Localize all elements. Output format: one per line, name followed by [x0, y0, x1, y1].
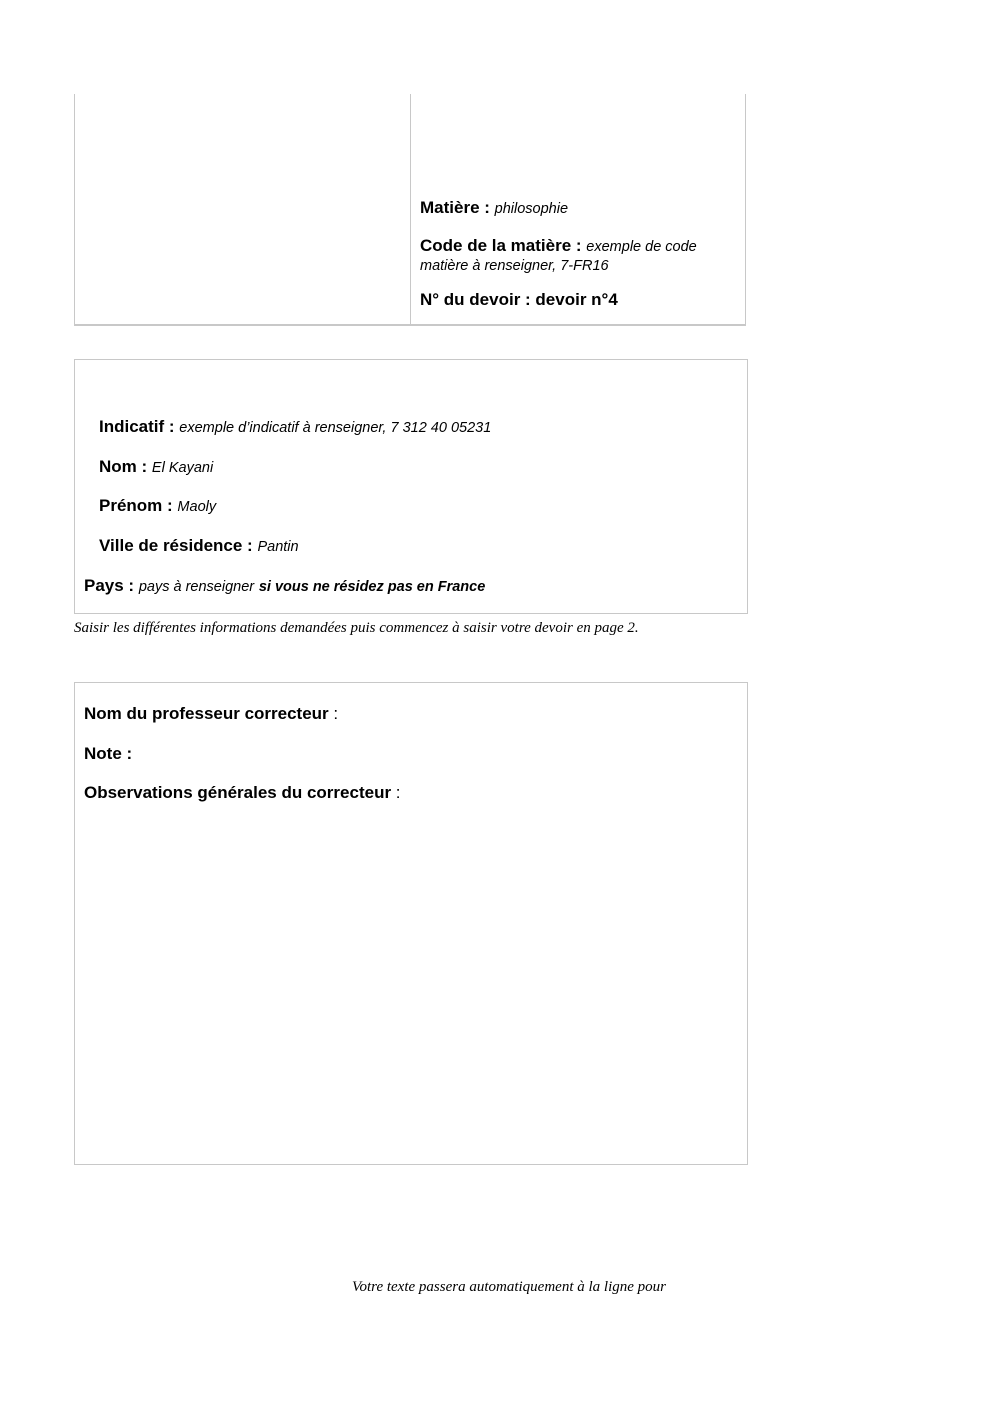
matiere-field [420, 198, 568, 219]
pays-note: si vous ne résidez pas en France [258, 579, 486, 595]
observations-colon: : [391, 783, 401, 802]
code-matiere-value-line1[interactable]: exemple de code [586, 239, 697, 255]
instruction-text: Saisir les différentes informations demandées puis commencez à saisir votre devoir en page 2. [74, 620, 639, 636]
professeur-colon: : [328, 704, 339, 723]
code-matiere-field [420, 236, 740, 257]
ville-field [99, 536, 299, 557]
indicatif-value[interactable]: exemple d’indicatif à renseigner, 7 312 40 05231 [179, 420, 492, 436]
code-matiere-value-line2[interactable]: matière à renseigner, 7-FR16 [420, 258, 609, 274]
indicatif-field [99, 417, 491, 438]
pays-value[interactable]: pays à renseigner [138, 579, 255, 595]
devoir-field [420, 290, 618, 309]
nom-value[interactable]: El Kayani [151, 460, 214, 476]
nom-field [99, 457, 213, 478]
pays-label: Pays : [84, 576, 135, 595]
correcteur-box [74, 682, 748, 1165]
pays-field [84, 576, 485, 597]
prenom-label: Prénom : [99, 496, 173, 515]
prenom-value[interactable]: Maoly [177, 499, 217, 515]
matiere-value[interactable]: philosophie [494, 201, 569, 217]
code-matiere-label: Code de la matière : [420, 236, 582, 255]
professeur-field [84, 704, 338, 723]
ville-label: Ville de résidence : [99, 536, 253, 555]
subject-table-divider [410, 94, 411, 325]
prenom-field [99, 496, 216, 517]
matiere-label: Matière : [420, 198, 490, 217]
devoir-label: N° du devoir : devoir n°4 [420, 290, 618, 309]
code-matiere-continuation [420, 255, 609, 276]
observations-field [84, 783, 401, 802]
footer-text: Votre texte passera automatiquement à la ligne pour [352, 1279, 666, 1295]
indicatif-label: Indicatif : [99, 417, 175, 436]
nom-label: Nom : [99, 457, 148, 476]
note-label: Note : [84, 744, 133, 763]
professeur-label: Nom du professeur correcteur [84, 704, 329, 723]
observations-label: Observations générales du correcteur [84, 783, 392, 802]
ville-value[interactable]: Pantin [257, 539, 299, 555]
note-field [84, 744, 132, 763]
